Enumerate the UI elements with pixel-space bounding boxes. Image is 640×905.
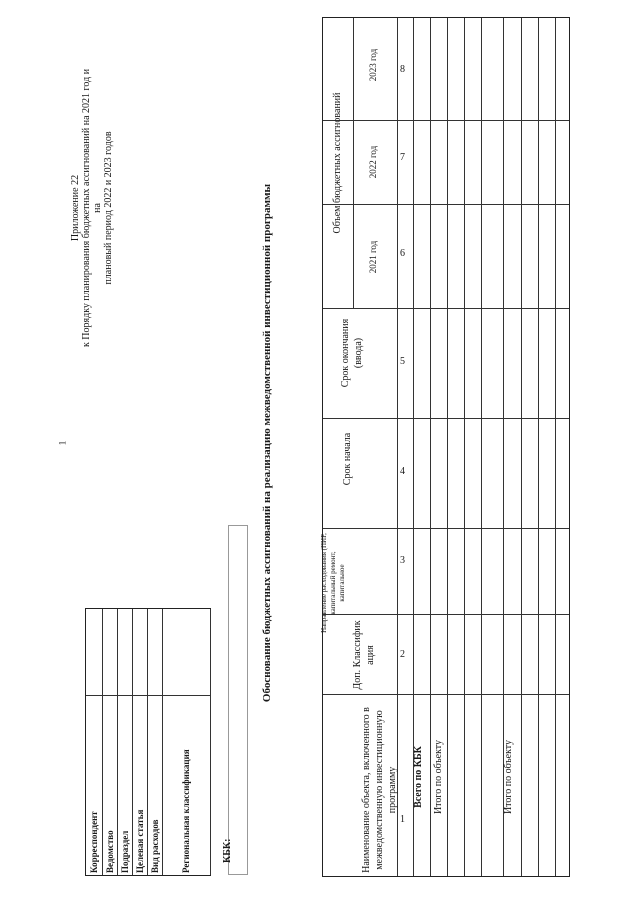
info-row-target-article — [132, 609, 148, 875]
kbk-field[interactable] — [228, 525, 248, 875]
col-number: 8 — [400, 64, 405, 75]
appendix-header — [70, 68, 130, 348]
col-number: 5 — [400, 356, 405, 367]
grid-line — [538, 18, 539, 876]
grid-line — [353, 18, 354, 308]
info-row-correspondent — [86, 609, 103, 875]
year-2023-header: 2023 год — [368, 48, 378, 82]
grid-line — [323, 694, 569, 695]
col-header-direction: Направление расходования (ПИР, капитальный ремонт, капитальное — [320, 533, 346, 633]
info-divider — [86, 695, 210, 696]
info-table — [85, 608, 211, 876]
col-number: 2 — [400, 649, 405, 660]
grid-line — [555, 18, 556, 876]
row-total-object: Итого по объекту — [433, 739, 444, 815]
grid-line — [430, 18, 431, 876]
grid-line — [521, 18, 522, 876]
info-label: Подраздел — [119, 830, 130, 873]
info-label: Целевая статья — [134, 809, 145, 873]
col-header-object-name: Наименование объекта, включенного в межведомственную инвестиционную программу — [361, 707, 398, 873]
grid-line — [447, 18, 448, 876]
info-label: Ведомство — [104, 830, 115, 873]
row-total-kbk: Всего по КБК — [413, 746, 424, 808]
row-total-object: Итого по объекту — [503, 739, 514, 815]
appendix-line-3: плановый период 2022 и 2023 годов — [103, 131, 114, 285]
appendix-line-2: к Порядку планирования бюджетных ассигнований на 2021 год и на — [81, 68, 103, 348]
info-row-department — [102, 609, 118, 875]
col-number: 3 — [400, 555, 405, 566]
col-number: 7 — [400, 152, 405, 163]
kbk-label: КБК: — [222, 838, 233, 863]
year-2022-header: 2022 год — [368, 145, 378, 179]
col-header-start-date: Срок начала — [342, 432, 353, 486]
info-row-regional-classification — [162, 609, 211, 875]
info-row-subsection — [117, 609, 133, 875]
col-number: 6 — [400, 248, 405, 259]
volume-header: Объем бюджетных ассигнований — [332, 92, 343, 234]
info-label: Корреспондент — [89, 811, 99, 873]
info-label: Вид расходов — [149, 819, 160, 873]
document-title: Обоснование бюджетных ассигнований на реализацию межведомственной инвестиционной программы — [261, 183, 273, 703]
grid-line — [323, 204, 569, 205]
year-2021-header: 2021 год — [368, 240, 378, 274]
appendix-line-1: Приложение 22 — [70, 174, 81, 242]
info-label: Региональная классификация — [181, 749, 191, 873]
grid-line — [323, 120, 569, 121]
info-row-expense-type — [147, 609, 163, 875]
col-header-end-date: Срок окончания (ввода) — [340, 318, 364, 388]
grid-line — [481, 18, 482, 876]
col-header-additional-classification: Доп. Классифик ация — [352, 620, 376, 690]
grid-line — [323, 528, 569, 529]
col-number: 4 — [400, 466, 405, 477]
grid-line — [464, 18, 465, 876]
page-number: 1 — [57, 440, 68, 446]
col-number: 1 — [400, 814, 405, 825]
